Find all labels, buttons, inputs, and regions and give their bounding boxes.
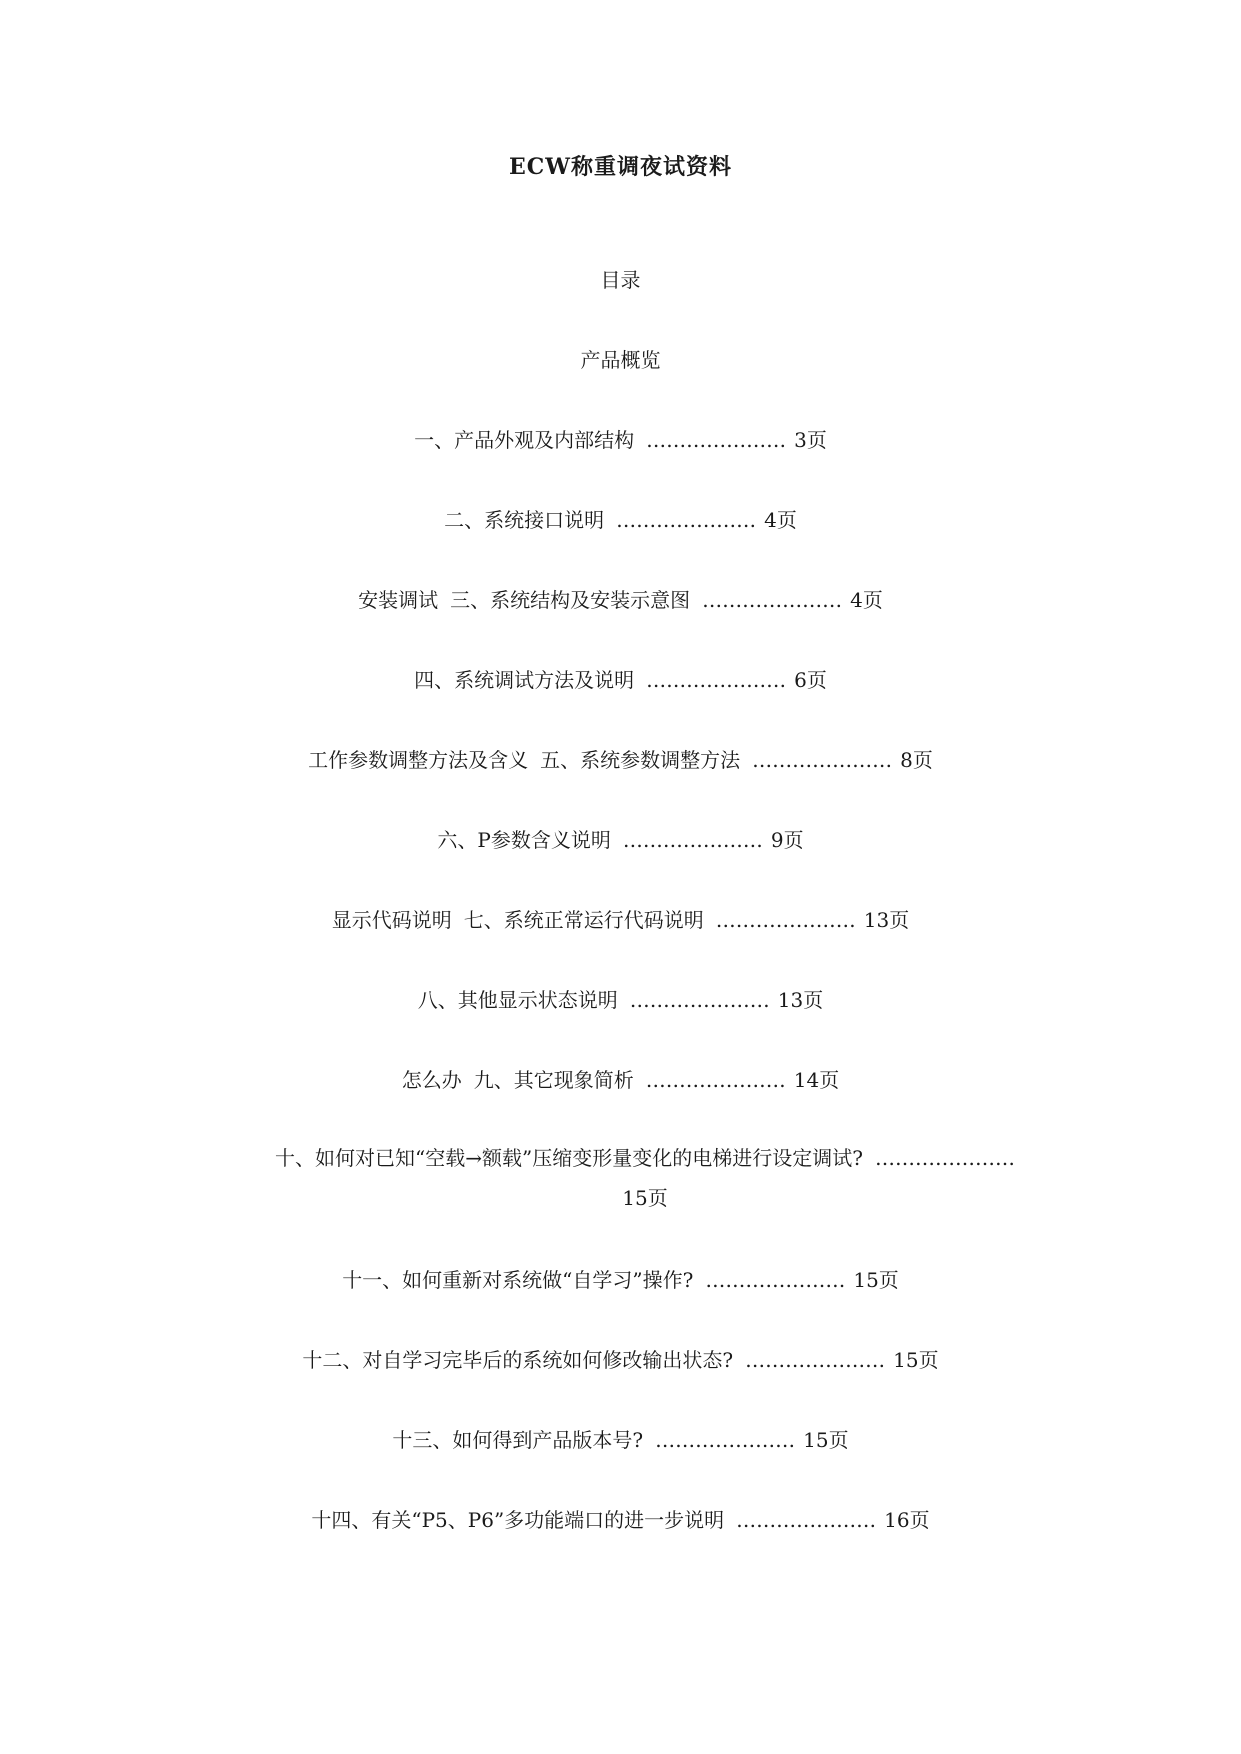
toc-page-number: 15页	[893, 1348, 939, 1372]
toc-page-number: 15页	[622, 1186, 668, 1210]
toc-page-number: 13页	[777, 988, 824, 1012]
toc-entry-text: 十四、有关“P5、P6”多功能端口的进一步说明	[311, 1508, 725, 1532]
toc-entry-text: 十一、如何重新对系统做“自学习”操作?	[342, 1268, 694, 1292]
toc-entry-text: 五、系统参数调整方法	[540, 748, 741, 772]
toc-entry[interactable]	[0, 664, 1241, 693]
toc-entry-text: 四、系统调试方法及说明	[414, 668, 635, 692]
toc-entry-text: 十二、对自学习完毕后的系统如何修改输出状态?	[302, 1348, 734, 1372]
toc-entry-text: 九、其它现象简析	[473, 1068, 634, 1092]
toc-leader-dots: …………………	[736, 1508, 877, 1532]
toc-leader-dots: …………………	[745, 1348, 886, 1372]
toc-page-number: 3页	[794, 428, 827, 452]
toc-entry[interactable]	[0, 1504, 1241, 1533]
toc-leader-dots: …………………	[752, 748, 893, 772]
toc-entry[interactable]	[0, 504, 1241, 533]
toc-entry[interactable]	[0, 1424, 1241, 1453]
toc-entry-text: 七、系统正常运行代码说明	[463, 908, 704, 932]
toc-leader-dots: …………………	[646, 668, 787, 692]
toc-section: 显示代码说明	[331, 908, 452, 932]
toc-page-number: 15页	[853, 1268, 899, 1292]
toc-page-number: 14页	[793, 1068, 840, 1092]
toc-leader-dots: …………………	[622, 828, 763, 852]
toc-entry-text: 十三、如何得到产品版本号?	[392, 1428, 644, 1452]
toc-entry-text: 八、其他显示状态说明	[417, 988, 618, 1012]
toc-page-number: 16页	[884, 1508, 930, 1532]
toc-entry[interactable]	[0, 984, 1241, 1013]
toc-section: 工作参数调整方法及含义	[308, 748, 529, 772]
toc-leader-dots: …………………	[874, 1146, 1015, 1170]
toc-entry[interactable]	[0, 744, 1241, 773]
toc-entry[interactable]	[0, 824, 1241, 853]
toc-entry-text: 三、系统结构及安装示意图	[450, 588, 691, 612]
toc-page-number: 4页	[764, 508, 797, 532]
toc-leader-dots: …………………	[629, 988, 770, 1012]
toc-entry[interactable]	[0, 904, 1241, 933]
toc-leader-dots: …………………	[645, 1068, 786, 1092]
toc-heading: 目录	[600, 268, 641, 292]
toc-section: 怎么办	[401, 1068, 462, 1092]
toc-entry[interactable]	[0, 1064, 1241, 1093]
toc-page-number: 8页	[900, 748, 933, 772]
toc-leader-dots: …………………	[715, 908, 856, 932]
toc-entry[interactable]	[0, 584, 1241, 613]
toc-entry[interactable]	[0, 1344, 1241, 1373]
toc-leader-dots: …………………	[646, 428, 787, 452]
toc-page-number: 4页	[850, 588, 883, 612]
toc-entry[interactable]	[0, 424, 1241, 453]
toc-entry-text: 一、产品外观及内部结构	[414, 428, 635, 452]
toc-page-number: 9页	[770, 828, 804, 852]
toc-section: 安装调试	[358, 588, 439, 612]
toc-section: 产品概览	[580, 348, 661, 372]
toc-entry-text: 十、如何对已知“空载→额载”压缩变形量变化的电梯进行设定调试?	[275, 1146, 863, 1170]
toc-leader-dots: …………………	[705, 1268, 846, 1292]
toc-entry-text: 二、系统接口说明	[444, 508, 605, 532]
document-title: ECW称重调夜试资料	[509, 154, 732, 180]
toc-page-number: 6页	[794, 668, 827, 692]
toc-leader-dots: …………………	[702, 588, 843, 612]
toc-entry[interactable]	[230, 1138, 1060, 1218]
toc-entry[interactable]	[0, 1264, 1241, 1293]
toc-section-label	[0, 344, 1241, 373]
toc-leader-dots: …………………	[616, 508, 757, 532]
toc-page-number: 13页	[863, 908, 910, 932]
toc-leader-dots: …………………	[655, 1428, 796, 1452]
toc-entry-text: 六、P参数含义说明	[437, 828, 611, 852]
toc-page-number: 15页	[803, 1428, 849, 1452]
